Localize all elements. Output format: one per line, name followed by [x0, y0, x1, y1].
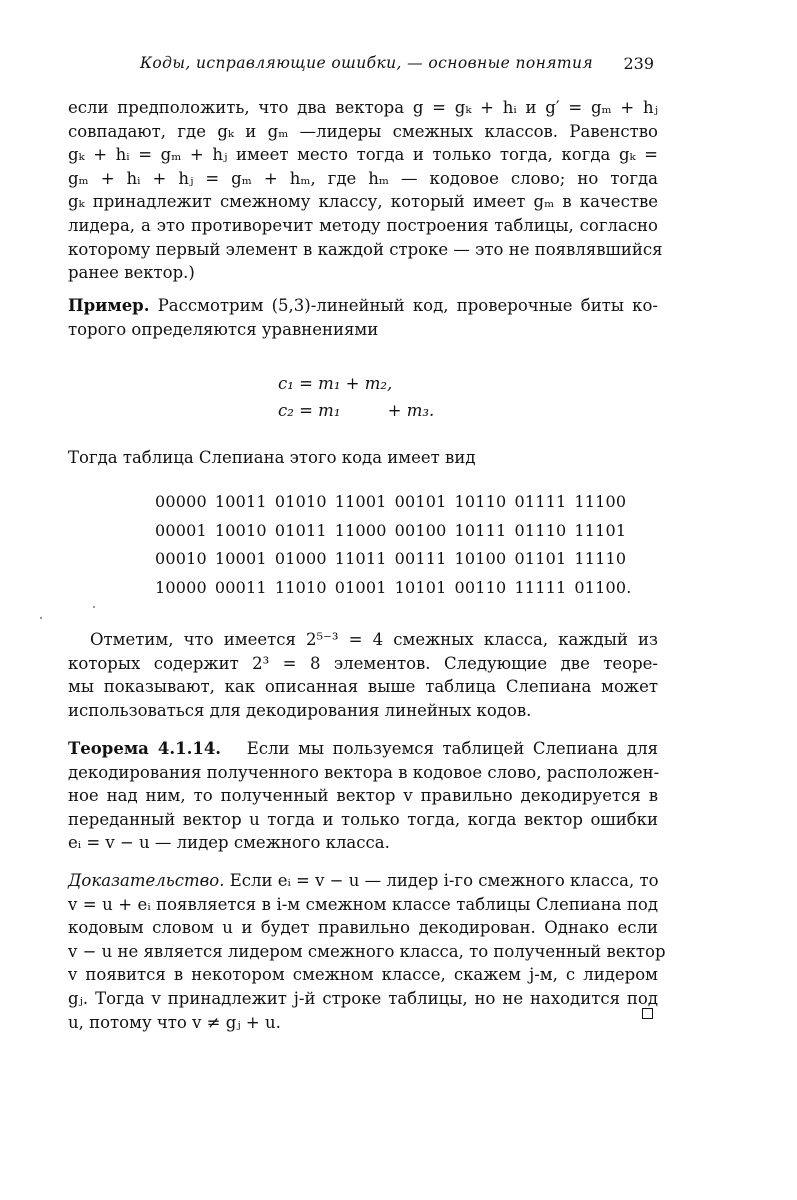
table-row	[155, 517, 640, 546]
text-line: gₘ + hᵢ + hⱼ = gₘ + hₘ, где hₘ — кодовое слово; но тогда	[68, 168, 658, 188]
text-line	[68, 869, 658, 893]
table-cell: 11100	[574, 492, 627, 511]
table-row	[155, 488, 640, 517]
text-line	[68, 737, 658, 761]
text-line: u, потому что v ≠ gⱼ + u.	[68, 1012, 281, 1032]
theorem-4-1-14	[68, 737, 658, 855]
text-line	[68, 294, 658, 318]
table-cell: 10010	[214, 520, 267, 540]
text-line: переданный вектор u тогда и только тогда, когда вектор ошибки	[68, 809, 658, 829]
table-cell: 00110	[454, 577, 507, 597]
paragraph-cosets	[68, 628, 658, 722]
table-cell: 11001	[334, 492, 387, 511]
text-line: кодовым словом u и будет правильно декодирован. Однако если	[68, 918, 658, 938]
text-line: ранее вектор.)	[68, 263, 195, 283]
equation-c2: c₂ = m₁ + m₃.	[278, 401, 435, 420]
text-line: декодирования полученного вектора в кодовое слово, расположен-	[68, 762, 660, 782]
theorem-text: Если мы пользуемся таблицей Слепиана для	[246, 739, 658, 758]
example-paragraph	[68, 294, 658, 341]
table-cell: 00100	[394, 520, 447, 540]
example-text: Рассмотрим (5,3)-линейный код, проверочные биты ко-	[157, 296, 658, 315]
table-cell: 10001	[214, 549, 267, 568]
slepian-table	[155, 488, 640, 602]
text-line: совпадают, где gₖ и gₘ —лидеры смежных классов. Равенство	[68, 121, 658, 141]
table-cell: 01110	[514, 520, 567, 540]
running-title: Коды, исправляющие ошибки, — основные понятия	[140, 54, 594, 72]
proof	[68, 869, 666, 1034]
table-cell: 01011	[274, 520, 327, 540]
page-number: 239	[623, 54, 654, 73]
text-line: v − u не является лидером смежного класса, то полученный вектор	[68, 941, 666, 961]
text-line: Тогда таблица Слепиана этого кода имеет вид	[68, 448, 476, 467]
text-line: eᵢ = v − u — лидер смежного класса.	[68, 833, 390, 853]
text-line: которых содержит 2³ = 8 элементов. Следующие две теоре-	[68, 653, 658, 673]
text-line: использоваться для декодирования линейных кодов.	[68, 700, 532, 720]
table-cell: 10101	[394, 577, 447, 597]
table-cell: 11000	[334, 520, 387, 540]
table-cell: 11011	[334, 549, 387, 568]
table-cell: 11111	[514, 577, 567, 597]
table-cell: 00011	[214, 577, 267, 597]
table-cell: 00010	[155, 549, 207, 568]
text-line: ное над ним, то полученный вектор v правильно декодируется в	[68, 786, 658, 806]
text-line: Отметим, что имеется 2⁵⁻³ = 4 смежных класса, каждый из	[90, 630, 658, 649]
table-cell: 00001	[155, 520, 207, 540]
table-cell: 10111	[454, 520, 507, 540]
table-cell: 00000	[155, 492, 207, 511]
text-line: v = u + eᵢ появляется в i-м смежном классе таблицы Слепиана под	[68, 894, 658, 914]
equation-c1: c₁ = m₁ + m₂,	[278, 374, 393, 393]
text-line: если предположить, что два вектора g = gₖ + hᵢ и g′ = gₘ + hⱼ	[68, 98, 658, 117]
table-intro	[68, 446, 658, 470]
text-line: которому первый элемент в каждой строке — это не появлявшийся	[68, 239, 663, 259]
table-cell: 11101	[574, 520, 627, 540]
table-row	[155, 574, 640, 603]
table-cell: 11110	[574, 549, 627, 568]
proof-label: Доказательство.	[68, 871, 225, 890]
text-line: gₖ принадлежит смежному классу, который имеет gₘ в качестве	[68, 192, 658, 212]
page-header	[140, 54, 654, 78]
table-cell: 01001	[334, 577, 387, 597]
table-cell: 00111	[394, 549, 447, 568]
table-cell: 10100	[454, 549, 507, 568]
table-cell: 01000	[274, 549, 327, 568]
parity-equations	[278, 370, 434, 424]
table-cell: 01100.	[574, 577, 632, 597]
text-line: gⱼ. Тогда v принадлежит j-й строке таблицы, но не находится под	[68, 988, 658, 1008]
table-cell: 01010	[274, 492, 327, 511]
table-cell: 01111	[514, 492, 567, 511]
text-line: v появится в некотором смежном классе, скажем j-м, с лидером	[68, 965, 658, 985]
table-cell: 11010	[274, 577, 327, 597]
example-label: Пример.	[68, 296, 150, 315]
text-line: лидера, а это противоречит методу построения таблицы, согласно	[68, 215, 658, 235]
table-cell: 10110	[454, 492, 507, 511]
proof-text: Если eᵢ = v − u — лидер i-го смежного класса, то	[229, 871, 659, 890]
table-cell: 10000	[155, 577, 207, 597]
text-line: gₖ + hᵢ = gₘ + hⱼ имеет место тогда и только тогда, когда gₖ =	[68, 145, 658, 165]
scan-speck	[40, 617, 42, 619]
scan-speck	[93, 606, 95, 608]
paragraph-proof-continuation	[68, 96, 663, 285]
qed-square-icon	[642, 1008, 653, 1019]
text-line: мы показывают, как описанная выше таблица Слепиана может	[68, 677, 658, 697]
table-cell: 01101	[514, 549, 567, 568]
table-row	[155, 545, 640, 574]
text-line: торого определяются уравнениями	[68, 319, 379, 339]
table-cell: 10011	[214, 492, 267, 511]
table-cell: 00101	[394, 492, 447, 511]
theorem-label: Теорема 4.1.14.	[68, 739, 222, 758]
